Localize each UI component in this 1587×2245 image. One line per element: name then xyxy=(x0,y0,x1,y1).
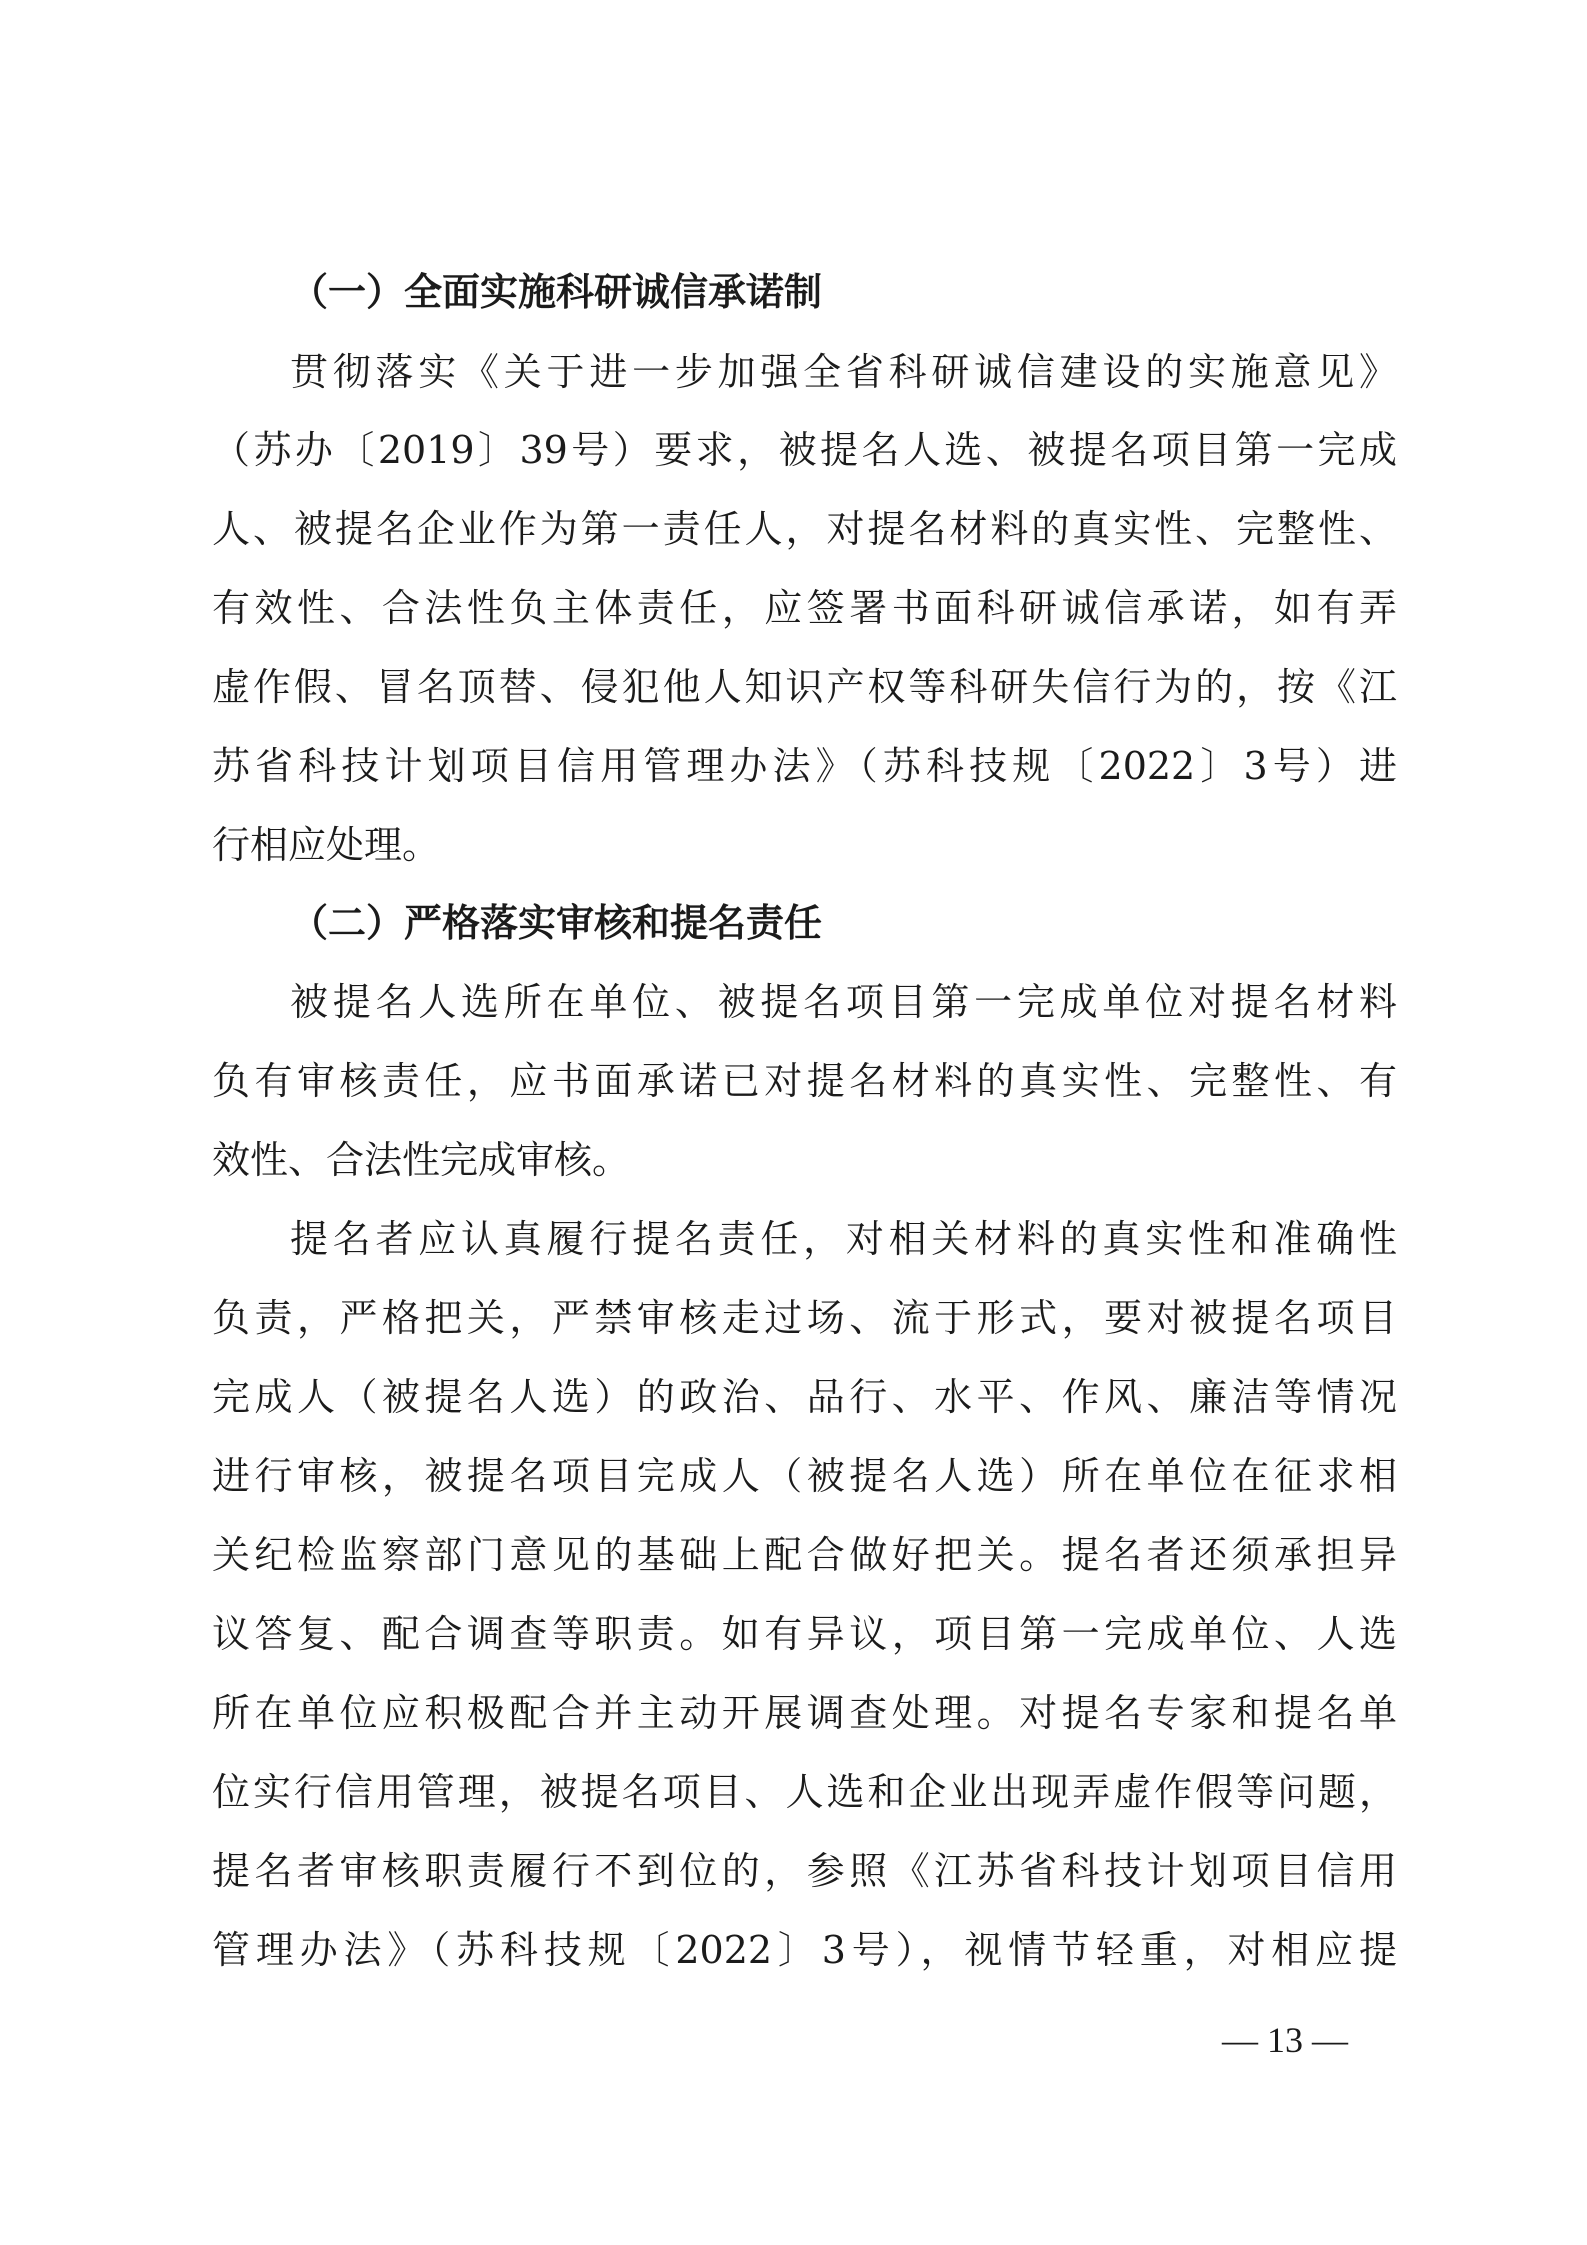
paragraph-line: 议答复、配合调查等职责。如有异议，项目第一完成单位、人选 xyxy=(212,1612,1397,1656)
paragraph-line: 位实行信用管理，被提名项目、人选和企业出现弄虚作假等问题， xyxy=(212,1770,1397,1814)
paragraph-line: 负责，严格把关，严禁审核走过场、流于形式，要对被提名项目 xyxy=(212,1296,1397,1340)
section-heading-1: （一）全面实施科研诚信承诺制 xyxy=(290,270,823,314)
paragraph-line: 提名者应认真履行提名责任，对相关材料的真实性和准确性 xyxy=(290,1217,1397,1261)
paragraph-line: 完成人（被提名人选）的政治、品行、水平、作风、廉洁等情况 xyxy=(212,1375,1397,1419)
paragraph-line: 人、被提名企业作为第一责任人，对提名材料的真实性、完整性、 xyxy=(212,507,1397,551)
paragraph-line: 贯彻落实《关于进一步加强全省科研诚信建设的实施意见》 xyxy=(290,350,1397,394)
paragraph-line: 行相应处理。 xyxy=(212,823,441,867)
paragraph-line: 负有审核责任，应书面承诺已对提名材料的真实性、完整性、有 xyxy=(212,1059,1397,1103)
paragraph-line: 所在单位应积极配合并主动开展调查处理。对提名专家和提名单 xyxy=(212,1691,1397,1735)
paragraph-line: 进行审核，被提名项目完成人（被提名人选）所在单位在征求相 xyxy=(212,1454,1397,1498)
paragraph-line: 管理办法》（苏科技规〔2022〕3号），视情节轻重，对相应提 xyxy=(212,1928,1397,1972)
section-heading-2: （二）严格落实审核和提名责任 xyxy=(290,901,823,945)
paragraph-line: 苏省科技计划项目信用管理办法》（苏科技规〔2022〕3号）进 xyxy=(212,744,1397,788)
paragraph-line: 效性、合法性完成审核。 xyxy=(212,1138,631,1182)
paragraph-line: 有效性、合法性负主体责任，应签署书面科研诚信承诺，如有弄 xyxy=(212,586,1397,630)
paragraph-line: 关纪检监察部门意见的基础上配合做好把关。提名者还须承担异 xyxy=(212,1533,1397,1577)
paragraph-line: 虚作假、冒名顶替、侵犯他人知识产权等科研失信行为的，按《江 xyxy=(212,665,1397,709)
paragraph-line: 被提名人选所在单位、被提名项目第一完成单位对提名材料 xyxy=(290,980,1397,1024)
paragraph-line: （苏办〔2019〕39号）要求，被提名人选、被提名项目第一完成 xyxy=(212,428,1397,472)
paragraph-line: 提名者审核职责履行不到位的，参照《江苏省科技计划项目信用 xyxy=(212,1849,1397,1893)
page-number: — 13 — xyxy=(1222,2020,1348,2060)
